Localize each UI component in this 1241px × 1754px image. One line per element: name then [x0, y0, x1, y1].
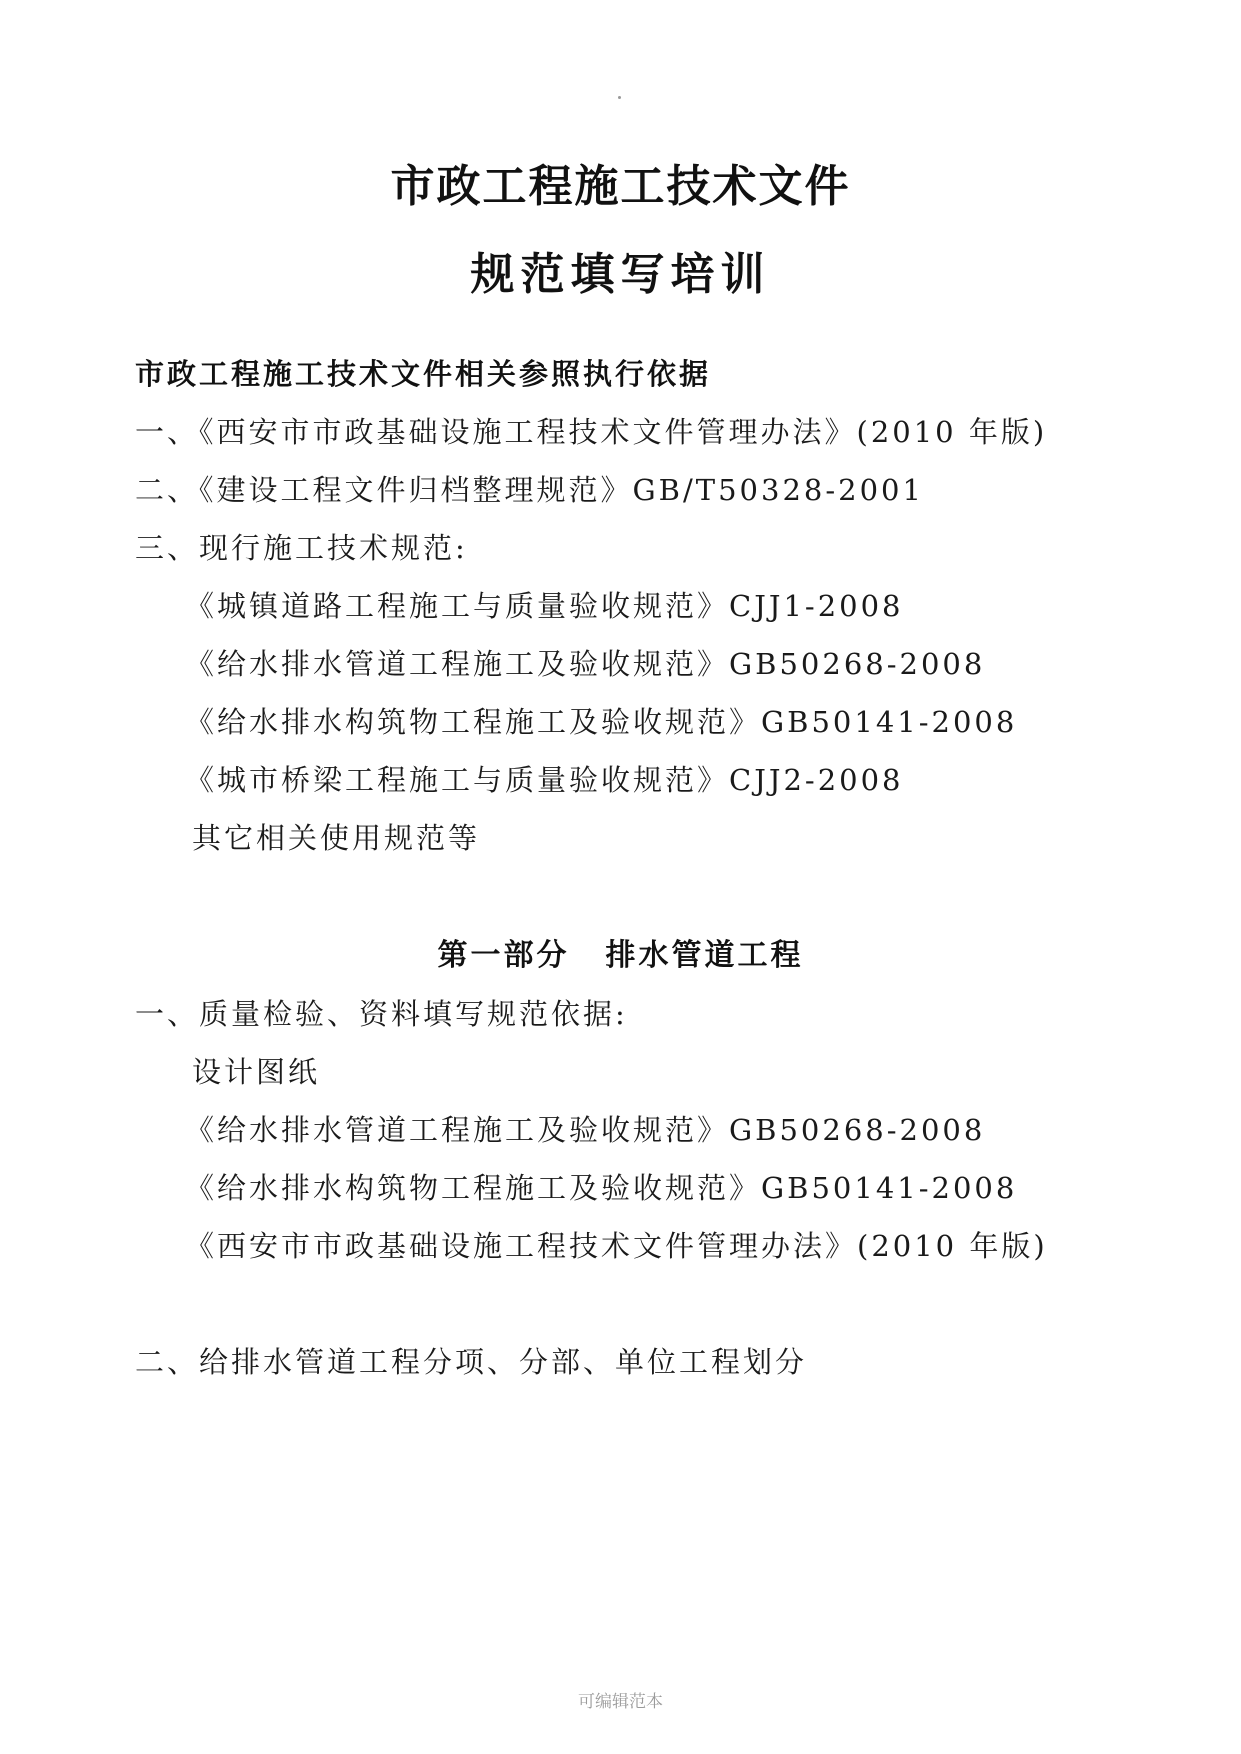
basis-heading: 市政工程施工技术文件相关参照执行依据 [135, 357, 712, 391]
part-one-label: 第一部分 [437, 938, 570, 973]
basis-item-2: 二、《建设工程文件归档整理规范》GB/T50328-2001 [135, 473, 924, 507]
page-marker-dot [618, 96, 621, 99]
part-one-item-2: 二、给排水管道工程分项、分部、单位工程划分 [135, 1345, 808, 1379]
basis-item-3: 三、现行施工技术规范: [135, 531, 468, 565]
part-one-heading [0, 930, 1241, 974]
document-subtitle: 规范填写培训 [470, 249, 771, 300]
part-one-item-1-sub-2: 《给水排水管道工程施工及验收规范》GB50268-2008 [185, 1113, 986, 1147]
basis-sub-item-4: 《城市桥梁工程施工与质量验收规范》CJJ2-2008 [185, 763, 904, 797]
part-one-item-1-sub-4: 《西安市市政基础设施工程技术文件管理办法》(2010 年版) [185, 1229, 1048, 1263]
document-title: 市政工程施工技术文件 [390, 161, 851, 212]
footer-text: 可编辑范本 [578, 1692, 663, 1712]
part-one-item-1-sub-3: 《给水排水构筑物工程施工及验收规范》GB50141-2008 [185, 1171, 1018, 1205]
part-one-title: 排水管道工程 [605, 938, 804, 973]
basis-sub-item-2: 《给水排水管道工程施工及验收规范》GB50268-2008 [185, 647, 986, 681]
part-one-item-1: 一、质量检验、资料填写规范依据: [135, 997, 628, 1031]
basis-item-1: 一、《西安市市政基础设施工程技术文件管理办法》(2010 年版) [135, 415, 1048, 449]
basis-sub-item-5: 其它相关使用规范等 [192, 821, 481, 855]
part-one-item-1-sub-1: 设计图纸 [192, 1055, 321, 1089]
basis-sub-item-3: 《给水排水构筑物工程施工及验收规范》GB50141-2008 [185, 705, 1018, 739]
basis-sub-item-1: 《城镇道路工程施工与质量验收规范》CJJ1-2008 [185, 589, 904, 623]
